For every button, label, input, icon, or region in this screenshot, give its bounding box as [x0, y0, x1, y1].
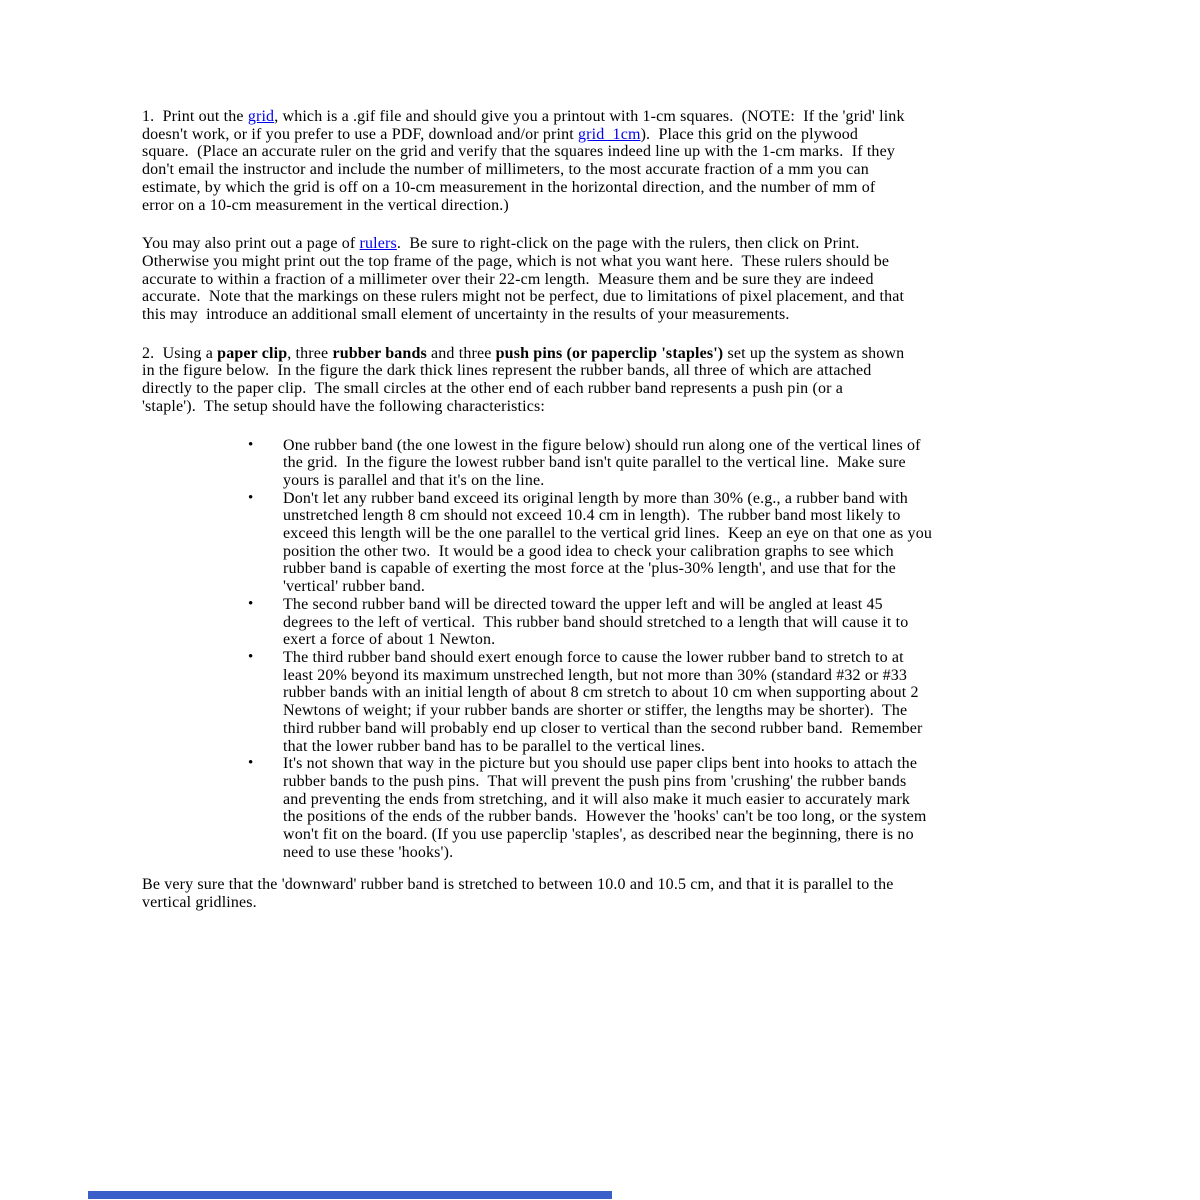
text-span: degrees to the left of vertical. This rubber band should stretched to a length that will cause it to	[283, 613, 909, 631]
text-span: set up the system as shown	[723, 344, 905, 362]
list-item	[142, 649, 1060, 755]
text-line	[283, 755, 1060, 773]
text-line	[283, 702, 1060, 720]
document-body	[142, 108, 1060, 933]
text-line	[283, 437, 1060, 455]
text-line	[283, 543, 1060, 561]
text-line	[142, 235, 1060, 253]
step-2-paragraph	[142, 345, 1060, 416]
text-span: It's not shown that way in the picture but you should use paper clips bent into hooks to attach the	[283, 755, 918, 773]
bullet-icon: •	[248, 755, 254, 772]
text-span: error on a 10-cm measurement in the vertical direction.)	[142, 196, 509, 214]
bullet-icon: •	[248, 648, 254, 665]
text-line	[142, 271, 1060, 289]
text-span: rubber bands to the push pins. That will prevent the push pins from 'crushing' the rubber bands	[283, 772, 907, 790]
bullet-icon: •	[248, 489, 254, 506]
text-span: and preventing the ends from stretching, and it will also make it much easier to accurately mark	[283, 790, 911, 808]
text-span: square. (Place an accurate ruler on the grid and verify that the squares indeed line up with the 1-cm marks. If they	[142, 143, 895, 161]
text-span: and three	[426, 344, 496, 362]
selection-highlight-bar	[88, 1191, 612, 1199]
text-span: ). Place this grid on the plywood	[640, 125, 859, 143]
rulers-paragraph	[142, 235, 1060, 324]
text-line	[283, 844, 1060, 862]
text-span: that the lower rubber band has to be parallel to the vertical lines.	[283, 737, 706, 755]
grid-1cm-link[interactable]: grid_1cm	[578, 125, 641, 143]
text-line	[283, 684, 1060, 702]
text-span: accurate to within a fraction of a millimeter over their 22-cm length. Measure them and be sure they are indeed	[142, 270, 874, 288]
text-line	[283, 826, 1060, 844]
text-line	[283, 614, 1060, 632]
text-span: need to use these 'hooks').	[283, 843, 454, 861]
list-item	[142, 755, 1060, 861]
text-line	[283, 631, 1060, 649]
text-line	[283, 667, 1060, 685]
text-line	[283, 773, 1060, 791]
text-line	[142, 894, 1060, 912]
text-line	[283, 472, 1060, 490]
text-line	[283, 454, 1060, 472]
text-line	[283, 507, 1060, 525]
grid-link[interactable]: grid	[247, 108, 275, 125]
text-span: yours is parallel and that it's on the line.	[283, 471, 545, 489]
text-line	[283, 490, 1060, 508]
list-item	[142, 490, 1060, 596]
text-span: 'staple'). The setup should have the following characteristics:	[142, 397, 545, 415]
step-1-paragraph	[142, 108, 1060, 214]
text-span: 1. Print out the	[142, 108, 248, 125]
bullet-icon: •	[248, 436, 254, 453]
text-span: The third rubber band should exert enough force to cause the lower rubber band to stretch to at	[283, 648, 904, 666]
text-span: Don't let any rubber band exceed its original length by more than 30% (e.g., a rubber band with	[283, 489, 908, 507]
list-item	[142, 596, 1060, 649]
text-line	[142, 126, 1060, 144]
bold-text: paper clip	[217, 344, 288, 362]
text-span: estimate, by which the grid is off on a 10-cm measurement in the horizontal direction, and the number of mm of	[142, 178, 876, 196]
text-span: Otherwise you might print out the top frame of the page, which is not what you want here. These rulers should be	[142, 252, 890, 270]
text-line	[142, 306, 1060, 324]
setup-characteristics-list	[142, 437, 1060, 862]
text-line	[142, 143, 1060, 161]
list-item-text	[283, 755, 1060, 861]
text-line	[142, 197, 1060, 215]
text-line	[142, 362, 1060, 380]
text-line	[283, 560, 1060, 578]
text-span: One rubber band (the one lowest in the figure below) should run along one of the vertical lines of	[283, 436, 921, 454]
text-span: rubber bands with an initial length of about 8 cm stretch to about 10 cm when supporting about 2	[283, 684, 919, 702]
text-span: exert a force of about 1 Newton.	[283, 631, 496, 649]
text-span: You may also print out a page of	[142, 235, 360, 253]
text-span: , three	[287, 344, 333, 362]
bold-text: push pins (or paperclip 'staples')	[495, 344, 724, 362]
downward-band-warning-paragraph	[142, 876, 1060, 911]
rulers-link[interactable]: rulers	[359, 235, 397, 253]
text-span: don't email the instructor and include the number of millimeters, to the most accurate fraction of a mm you can	[142, 161, 869, 179]
text-line	[283, 649, 1060, 667]
bullet-icon: •	[248, 595, 254, 612]
text-line	[142, 288, 1060, 306]
text-line	[142, 179, 1060, 197]
text-span: Newtons of weight; if your rubber bands are shorter or stiffer, the lengths may be shorter). The	[283, 702, 908, 720]
text-span: . Be sure to right-click on the page with the rulers, then click on Print.	[396, 235, 860, 253]
text-line	[142, 253, 1060, 271]
text-span: 2. Using a	[142, 344, 218, 362]
text-span: the grid. In the figure the lowest rubber band isn't quite parallel to the vertical line. Make sure	[283, 454, 906, 472]
text-line	[283, 808, 1060, 826]
text-span: third rubber band will probably end up closer to vertical than the second rubber band. Remember	[283, 719, 923, 737]
text-span: position the other two. It would be a good idea to check your calibration graphs to see which	[283, 542, 894, 560]
text-span: won't fit on the board. (If you use paperclip 'staples', as described near the beginning, there is no	[283, 826, 914, 844]
text-line	[142, 380, 1060, 398]
text-span: least 20% beyond its maximum unstreched length, but not more than 30% (standard #32 or #33	[283, 666, 908, 684]
text-span: in the figure below. In the figure the dark thick lines represent the rubber bands, all three of which are attached	[142, 362, 872, 380]
text-line	[283, 596, 1060, 614]
list-item	[142, 437, 1060, 490]
text-line	[142, 161, 1060, 179]
list-item-text	[283, 490, 1060, 596]
text-line	[283, 738, 1060, 756]
text-line	[142, 876, 1060, 894]
text-line	[283, 525, 1060, 543]
text-span: Be very sure that the 'downward' rubber band is stretched to between 10.0 and 10.5 cm, and that it is parallel to the	[142, 876, 894, 894]
text-span: this may introduce an additional small element of uncertainty in the results of your measurements.	[142, 306, 790, 324]
text-line	[283, 720, 1060, 738]
text-span: , which is a .gif file and should give you a printout with 1-cm squares. (NOTE: If the 'grid' link	[274, 108, 905, 125]
text-span: The second rubber band will be directed toward the upper left and will be angled at least 45	[283, 595, 883, 613]
text-span: exceed this length will be the one parallel to the vertical grid lines. Keep an eye on that one as you	[283, 525, 933, 543]
list-item-text	[283, 649, 1060, 755]
text-span: accurate. Note that the markings on these rulers might not be perfect, due to limitations of pixel placement, and that	[142, 288, 905, 306]
text-line	[142, 345, 1060, 363]
bold-text: rubber bands	[332, 344, 427, 362]
list-item-text	[283, 596, 1060, 649]
text-span: rubber band is capable of exerting the most force at the 'plus-30% length', and use that for the	[283, 560, 896, 578]
text-line	[283, 578, 1060, 596]
list-item-text	[283, 437, 1060, 490]
text-span: vertical gridlines.	[142, 894, 257, 912]
text-line	[142, 108, 1060, 126]
text-span: doesn't work, or if you prefer to use a PDF, download and/or print	[142, 125, 579, 143]
text-span: 'vertical' rubber band.	[283, 578, 426, 596]
text-line	[142, 398, 1060, 416]
text-line	[283, 791, 1060, 809]
text-span: the positions of the ends of the rubber bands. However the 'hooks' can't be too long, or the system	[283, 808, 927, 826]
text-span: directly to the paper clip. The small circles at the other end of each rubber band represents a push pin (or a	[142, 380, 843, 398]
text-span: unstretched length 8 cm should not exceed 10.4 cm in length). The rubber band most likely to	[283, 507, 901, 525]
